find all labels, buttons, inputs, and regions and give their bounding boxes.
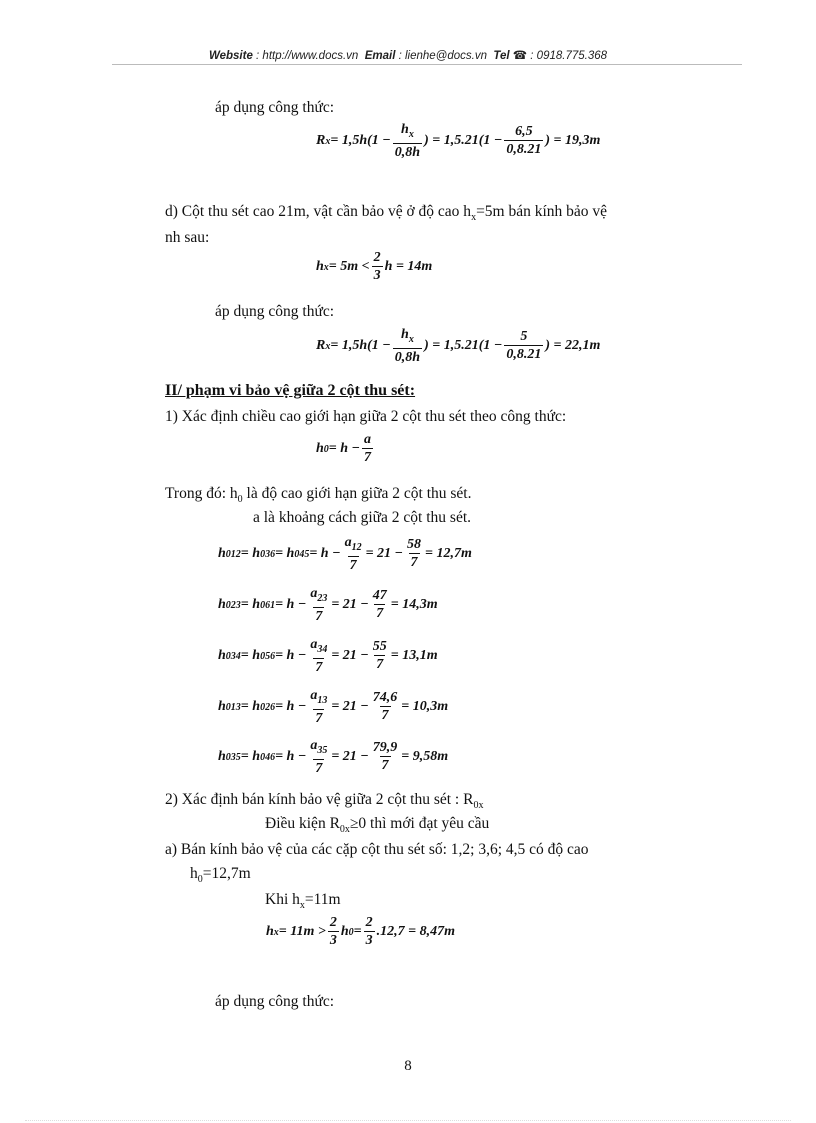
page-bottom-border (25, 1120, 791, 1121)
formula-row-5: h 035 = h 046 = h − $\frac{a_{35}}{7}$ = 21 − $\frac{79,9}{7}$ = 9,58m (218, 738, 449, 776)
item-a-line-1: a) Bán kính bảo vệ của các cặp cột thu sét số: 1,2; 3,6; 4,5 có độ cao (165, 841, 589, 858)
formula-hx-11: h x = 11m > $\frac{2}{3}$ h 0 = $\frac{2}{3}$ .12,7 = 8,47m (266, 915, 456, 948)
formula-h0: h 0 = h − $\frac{a}{7}$ (316, 432, 372, 465)
apply-formula-text-1: áp dụng công thức: (215, 99, 335, 116)
item-2: 2) Xác định bán kính bảo vệ giữa 2 cột thu sét : $R_{0x}$ (165, 791, 484, 812)
website-url[interactable]: : http://www.docs.vn (256, 50, 359, 62)
tel-label: Tel ☎ (493, 50, 528, 62)
page-number: 8 (404, 1058, 412, 1074)
formula-row-3: h 034 = h 056 = h − $\frac{a_{34}}{7}$ = 21 − $\frac{55}{7}$ = 13,1m (218, 637, 438, 675)
formula-row-2: h 023 = h 061 = h − $\frac{a_{23}}{7}$ = 21 − $\frac{47}{7}$ = 14,3m (218, 586, 438, 624)
header-divider (112, 64, 742, 65)
email-value[interactable]: : lienhe@docs.vn (398, 50, 487, 62)
apply-formula-text-2: áp dụng công thức: (215, 303, 335, 320)
section-title: II/ phạm vi bảo vệ giữa 2 cột thu sét: (165, 382, 416, 399)
where-line-2: a là khoảng cách giữa 2 cột thu sét. (253, 509, 472, 526)
website-label: Website (208, 50, 253, 62)
tel-value: : 0918.775.368 (530, 50, 608, 62)
item-1: 1) Xác định chiều cao giới hạn giữa 2 cột thu sét theo công thức: (165, 408, 567, 425)
where-line-1: Trong đó: $h_0$ là độ cao giới hạn giữa 2 cột thu sét. (165, 485, 472, 506)
when-line: Khi $h_x=11m$ (265, 891, 341, 912)
item-d-line-2: nh sau: (165, 229, 210, 246)
formula-row-1: h 012 = h 036 = h 045 = h − $\frac{a_{12}}{7}$ = 21 − $\frac{58}{7}$ = 12,7m (218, 535, 472, 573)
item-a-line-2: $h_0=12,7m$ (190, 865, 251, 886)
formula-rx-1: R x = 1,5h(1 − $\frac{h_x}{0,8h}$ ) = 1,5.21(1 − $\frac{6,5}{0,8.21}$ ) = 19,3m (316, 122, 601, 160)
formula-rx-2: R x = 1,5h(1 − $\frac{h_x}{0,8h}$ ) = 1,5.21(1 − $\frac{5}{0,8.21}$ ) = 22,1m (316, 327, 601, 365)
page-header (0, 48, 816, 62)
email-label: Email (364, 50, 396, 62)
formula-row-4: h 013 = h 026 = h − $\frac{a_{13}}{7}$ = 21 − $\frac{74,6}{7}$ = 10,3m (218, 688, 449, 726)
condition-line: Điều kiện $R_{0x}\ge 0$ thì mới đạt yêu cầu (265, 815, 490, 836)
item-d-line-1: d) Cột thu sét cao 21m, vật cần bảo vệ ở độ cao $h_x=5m$ bán kính bảo vệ (165, 203, 608, 224)
apply-formula-text-3: áp dụng công thức: (215, 993, 335, 1010)
formula-hx-condition: h x = 5m < $\frac{2}{3}$ h = 14m (316, 250, 433, 283)
